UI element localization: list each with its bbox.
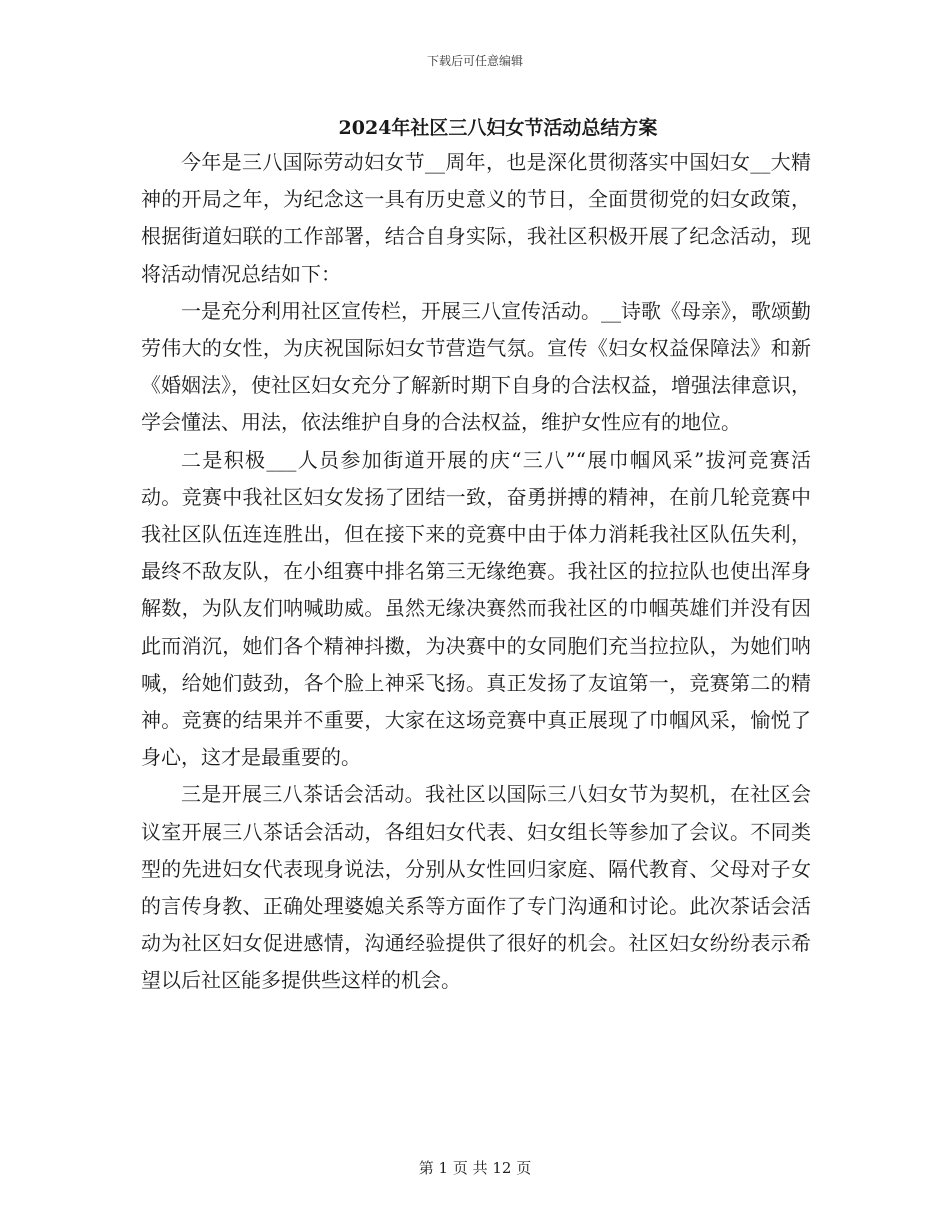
paragraph-third-activity: 三是开展三八茶话会活动。我社区以国际三八妇女节为契机，在社区会议室开展三八茶话会活动，各组妇女代表、妇女组长等参加了会议。不同类型的先进妇女代表现身说法，分别从女性回归家庭、隔代教育、父母对子女的言传身教、正确处理婆媳关系等方面作了专门沟通和讨论。此次茶话会活动为社区妇女促进感情，沟通经验提供了很好的机会。社区妇女纷纷表示希望以后社区能多提供些这样的机会。 <box>141 782 811 993</box>
page-number: 第 1 页 共 12 页 <box>418 1159 532 1177</box>
document-body <box>141 144 811 1000</box>
paragraph-intro: 今年是三八国际劳动妇女节__周年，也是深化贯彻落实中国妇女__大精神的开局之年，为纪念这一具有历史意义的节日，全面贯彻党的妇女政策，根据街道妇联的工作部署，结合自身实际，我社区积极开展了纪念活动，现将活动情况总结如下： <box>141 150 811 286</box>
paragraph-first-activity: 一是充分利用社区宣传栏，开展三八宣传活动。__诗歌《母亲》，歌颂勤劳伟大的女性，为庆祝国际妇女节营造气氛。宣传《妇女权益保障法》和新《婚姻法》，使社区妇女充分了解新时期下自身的合法权益，增强法律意识，学会懂法、用法，依法维护自身的合法权益，维护女性应有的地位。 <box>141 298 811 435</box>
document-title: 2024年社区三八妇女节活动总结方案 <box>338 117 658 139</box>
paragraph-second-activity: 二是积极___人员参加街道开展的庆“三八”“展巾帼风采”拔河竞赛活动。竞赛中我社区妇女发扬了团结一致，奋勇拼搏的精神，在前几轮竞赛中我社区队伍连连胜出，但在接下来的竞赛中由于体力消耗我社区队伍失利，最终不敌友队，在小组赛中排名第三无缘绝赛。我社区的拉拉队也使出浑身解数，为队友们呐喊助威。虽然无缘决赛然而我社区的巾帼英雄们并没有因此而消沉，她们各个精神抖擞，为决赛中的女同胞们充当拉拉队，为她们呐喊，给她们鼓劲，各个脸上神采飞扬。真正发扬了友谊第一，竞赛第二的精神。竞赛的结果并不重要，大家在这场竞赛中真正展现了巾帼风采，愉悦了身心，这才是最重要的。 <box>141 447 811 770</box>
page-header-note: 下载后可任意编辑 <box>426 54 523 68</box>
